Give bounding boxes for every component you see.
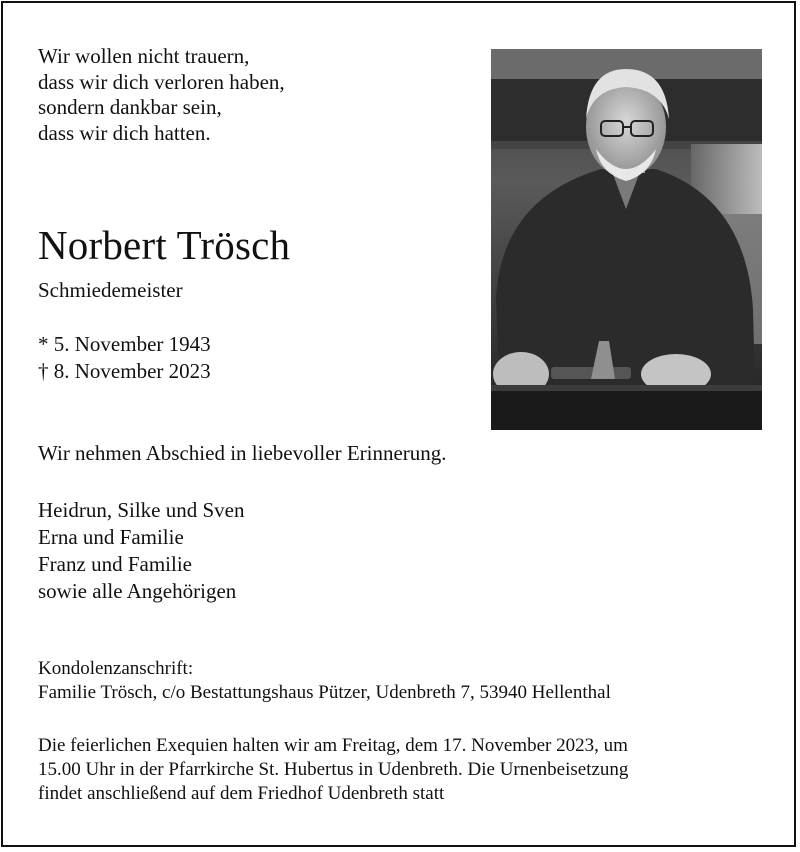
life-dates xyxy=(38,331,211,385)
condolence-label: Kondolenzanschrift: xyxy=(38,658,194,679)
portrait-icon xyxy=(491,49,762,430)
mourner-line: Franz und Familie xyxy=(38,552,192,576)
poem-line: dass wir dich verloren haben, xyxy=(38,69,285,94)
poem-line: Wir wollen nicht trauern, xyxy=(38,44,250,68)
poem-line: dass wir dich hatten. xyxy=(38,120,211,145)
service-line: Die feierlichen Exequien halten wir am Freitag, dem 17. November 2023, um xyxy=(38,735,628,756)
farewell-text: Wir nehmen Abschied in liebevoller Erinnerung. xyxy=(38,441,447,465)
portrait-photo xyxy=(491,49,762,430)
mourner-line: Erna und Familie xyxy=(38,525,184,549)
service-line: findet anschließend auf dem Friedhof Udenbreth statt xyxy=(38,783,445,804)
mourners-list xyxy=(38,497,244,605)
poem xyxy=(38,44,285,146)
mourner-line: sowie alle Angehörigen xyxy=(38,579,237,603)
deceased-occupation: Schmiedemeister xyxy=(38,278,183,302)
mourner-line: Heidrun, Silke und Sven xyxy=(38,498,245,522)
condolence-address-line: Familie Trösch, c/o Bestattungshaus Pützer, Udenbreth 7, 53940 Hellenthal xyxy=(38,682,611,703)
condolence-address xyxy=(38,657,611,705)
death-date: † 8. November 2023 xyxy=(38,359,211,383)
birth-date: * 5. November 1943 xyxy=(38,332,211,356)
service-info xyxy=(38,734,628,806)
poem-line: sondern dankbar sein, xyxy=(38,95,222,119)
service-line: 15.00 Uhr in der Pfarrkirche St. Hubertus in Udenbreth. Die Urnenbeisetzung xyxy=(38,759,629,780)
deceased-name: Norbert Trösch xyxy=(38,222,291,268)
